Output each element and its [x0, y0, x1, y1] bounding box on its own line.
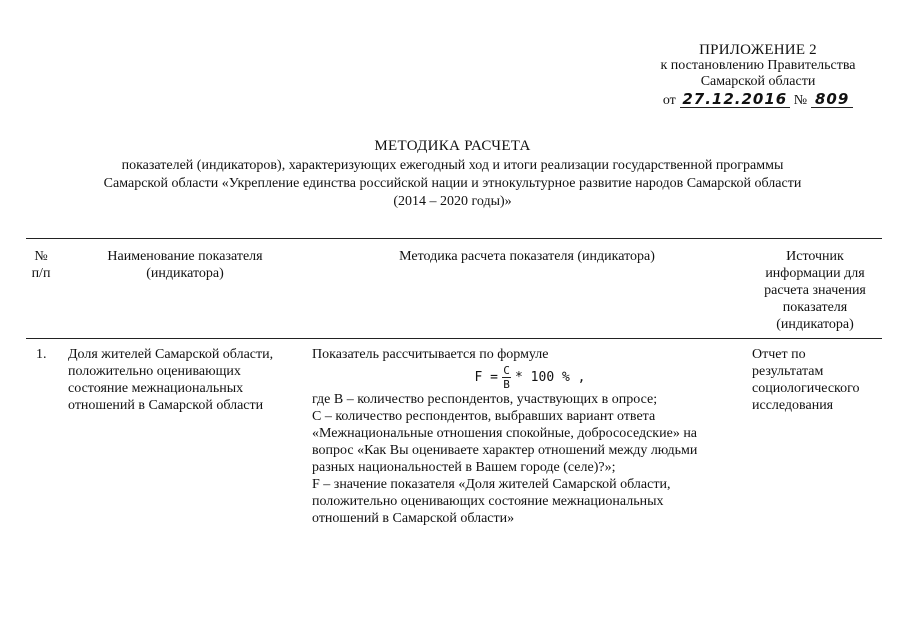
document-heading — [20, 138, 885, 211]
header-method: Методика расчета показателя (индикатора) — [399, 249, 655, 264]
indicator-name-line: Доля жителей Самарской области, — [68, 347, 274, 362]
header-num-line: № — [34, 249, 48, 264]
header-name-line: Наименование показателя — [107, 249, 263, 264]
resolution-ref — [640, 91, 876, 109]
indicator-name-line: состояние межнациональных — [68, 381, 244, 396]
document-subtitle — [20, 157, 885, 211]
method-line: вопрос «Как Вы оцениваете характер отношений между людьми — [312, 443, 698, 458]
annex-line-1: к постановлению Правительства — [660, 58, 856, 73]
formula — [312, 364, 748, 390]
formula-denominator: B — [503, 377, 510, 391]
formula-numerator: C — [503, 363, 510, 377]
row-indicator-name — [68, 346, 308, 414]
header-source-line: показателя — [782, 300, 848, 315]
table-header-rule — [26, 338, 882, 339]
annex-title: ПРИЛОЖЕНИЕ 2 — [699, 42, 817, 58]
header-num — [26, 248, 56, 282]
method-line: «Межнациональные отношения спокойные, добрососедские» на — [312, 426, 698, 441]
header-source — [750, 248, 880, 333]
method-intro: Показатель рассчитывается по формуле — [312, 347, 549, 362]
method-line: где В – количество респондентов, участвующих в опросе; — [312, 392, 658, 407]
header-source-line: расчета значения — [764, 283, 866, 298]
formula-right: * 100 % , — [515, 369, 586, 385]
source-line: Отчет по — [752, 347, 806, 362]
header-name-line: (индикатора) — [146, 266, 224, 281]
header-source-line: Источник — [786, 249, 844, 264]
header-source-line: информации для — [765, 266, 865, 281]
header-num-line: п/п — [31, 266, 51, 281]
table-top-rule — [26, 238, 882, 239]
method-line: разных национальностей в Вашем городе (селе)?»; — [312, 460, 616, 475]
subtitle-line: (2014 – 2020 годы)» — [393, 194, 512, 209]
row-source — [752, 346, 880, 414]
number-label: № — [793, 93, 808, 108]
source-line: результатам — [752, 364, 824, 379]
annex-line-2: Самарской области — [700, 74, 816, 89]
row-num: 1. — [36, 347, 47, 362]
document-title: МЕТОДИКА РАСЧЕТА — [374, 138, 531, 154]
indicator-name-line: положительно оценивающих — [68, 364, 241, 379]
method-line: отношений в Самарской области» — [312, 511, 515, 526]
source-line: социологического — [752, 381, 860, 396]
formula-fraction — [502, 365, 511, 390]
method-line: F – значение показателя «Доля жителей Самарской области, — [312, 477, 671, 492]
method-line: положительно оценивающих состояние межнациональных — [312, 494, 664, 509]
formula-left: F = — [474, 369, 499, 385]
indicator-name-line: отношений в Самарской области — [68, 398, 264, 413]
source-line: исследования — [752, 398, 834, 413]
header-source-line: (индикатора) — [776, 317, 854, 332]
row-method — [312, 346, 748, 527]
method-line: С – количество респондентов, выбравших вариант ответа — [312, 409, 656, 424]
resolution-number: 809 — [811, 91, 853, 108]
header-name — [68, 248, 302, 282]
subtitle-line: показателей (индикаторов), характеризующих ежегодный ход и итоги реализации государственной программы — [121, 158, 784, 173]
annex-block — [640, 42, 876, 109]
subtitle-line: Самарской области «Укрепление единства российской нации и этнокультурное развитие народов Самарской области — [103, 176, 802, 191]
from-label: от — [662, 93, 676, 108]
resolution-date: 27.12.2016 — [680, 91, 790, 108]
